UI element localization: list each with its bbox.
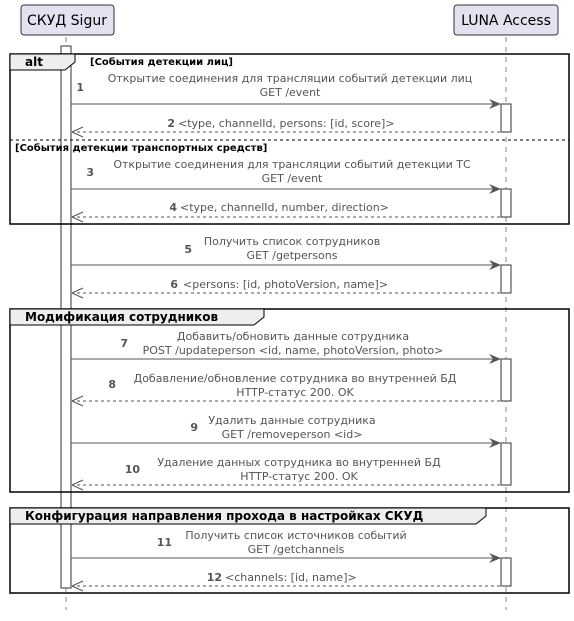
- message-7-text: Добавить/обновить данные сотрудника: [176, 330, 410, 343]
- message-8: [72, 372, 500, 406]
- message-5-endpoint: GET /getpersons: [246, 249, 338, 262]
- message-5-text: Получить список сотрудников: [203, 235, 381, 248]
- message-1-endpoint: GET /event: [259, 86, 321, 99]
- message-10-number: 10: [124, 463, 140, 476]
- message-2: [72, 117, 500, 137]
- message-6-number: 6: [170, 278, 178, 291]
- activation-bar-right-4: [501, 359, 511, 401]
- message-9: [71, 414, 500, 443]
- alt-condition-2: [События детекции транспортных средств]: [15, 143, 268, 154]
- group-config-label: Конфигурация направления прохода в настройках СКУД: [25, 509, 424, 523]
- message-2-number: 2: [167, 117, 175, 130]
- message-12: [72, 571, 500, 591]
- message-8-text: Добавление/обновление сотрудника во внутренней БД: [133, 372, 457, 385]
- message-7-endpoint: POST /updateperson <id, name, photoVersion, photo>: [142, 344, 444, 357]
- message-10-status: HTTP-статус 200. OK: [240, 470, 358, 483]
- message-9-endpoint: GET /removeperson <id>: [221, 428, 363, 441]
- participant-right-label: LUNA Access: [461, 13, 551, 29]
- participant-left: [21, 5, 114, 35]
- activation-bar-right-2: [501, 189, 511, 217]
- message-4-text: <type, channelId, number, direction>: [180, 201, 389, 214]
- alt-label: alt: [25, 55, 43, 69]
- message-3-endpoint: GET /event: [261, 172, 323, 185]
- activation-bar-right-5: [501, 443, 511, 485]
- message-5: [71, 235, 500, 265]
- activation-bar-right-3: [501, 265, 511, 293]
- message-7: [71, 330, 500, 359]
- message-4: [72, 201, 500, 222]
- participant-right: [454, 5, 558, 35]
- message-1-number: 1: [76, 81, 84, 94]
- message-6: [72, 278, 500, 298]
- message-4-number: 4: [169, 201, 177, 214]
- message-9-text: Удалить данные сотрудника: [208, 414, 376, 427]
- group-employee-label: Модификация сотрудников: [25, 310, 219, 324]
- message-9-number: 9: [190, 421, 198, 434]
- message-11-number: 11: [156, 536, 172, 549]
- message-11-text: Получить список источников событий: [185, 529, 407, 542]
- message-10: [72, 456, 500, 490]
- message-3-text: Открытие соединения для трансляции событий детекции ТС: [113, 158, 471, 171]
- message-8-number: 8: [108, 378, 116, 391]
- message-1-text: Открытие соединения для трансляции событий детекции лиц: [107, 72, 473, 85]
- message-3: [71, 158, 500, 189]
- activation-bar-right-1: [501, 104, 511, 132]
- message-1: [71, 72, 500, 104]
- activation-bar-right-6: [501, 558, 511, 586]
- message-7-number: 7: [120, 337, 128, 350]
- message-2-text: <type, channelId, persons: [id, score]>: [178, 117, 395, 130]
- message-10-text: Удаление данных сотрудника во внутренней БД: [157, 456, 441, 469]
- alt-condition-1: [События детекции лиц]: [90, 57, 233, 68]
- message-8-status: HTTP-статус 200. OK: [236, 386, 354, 399]
- message-3-number: 3: [86, 166, 94, 179]
- message-12-text: <channels: [id, name]>: [225, 571, 357, 584]
- message-5-number: 5: [184, 243, 192, 256]
- participant-left-label: СКУД Sigur: [27, 13, 107, 29]
- message-11-endpoint: GET /getchannels: [247, 543, 345, 556]
- message-12-number: 12: [206, 571, 222, 584]
- message-6-text: <persons: [id, photoVersion, name]>: [183, 278, 389, 291]
- message-11: [71, 529, 500, 558]
